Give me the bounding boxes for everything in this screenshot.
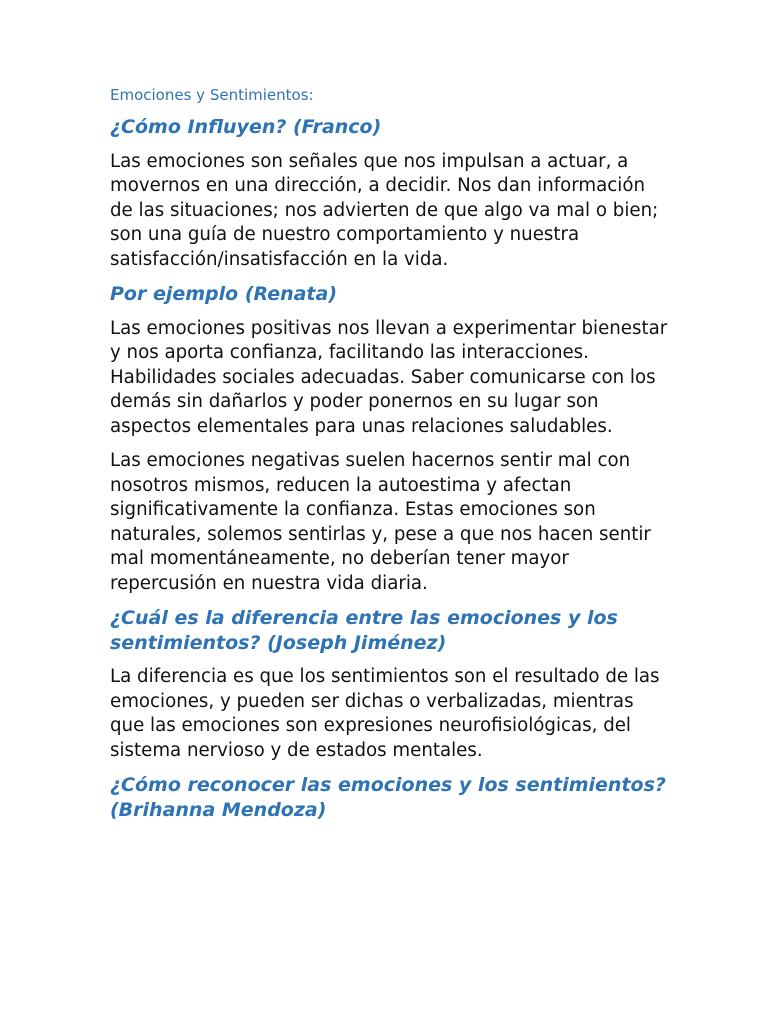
section-heading-diferencia: ¿Cuál es la diferencia entre las emociones y los sentimientos? (Joseph Jiménez) (110, 607, 618, 654)
paragraph-como-influyen: Las emociones son señales que nos impulsan a actuar, a movernos en una dirección, a decidir. Nos dan información de las situaciones; nos advierten de que algo va mal o bien; son una guía de nuestro comportamiento y nuestra satisfacción/insatisfacción en la vida. (110, 150, 659, 270)
paragraph-emociones-positivas: Las emociones positivas nos llevan a experimentar bienestar y nos aporta confianza, facilitando las interacciones. Habilidades sociales adecuadas. Saber comunicarse con los demás sin dañarlos y poder ponernos en su lugar son aspectos elementales para unas relaciones saludables. (110, 317, 668, 437)
document-title: Emociones y Sentimientos: (110, 86, 314, 104)
paragraph-emociones-negativas: Las emociones negativas suelen hacernos sentir mal con nosotros mismos, reducen la autoestima y afectan significativamente la confianza. Estas emociones son naturales, solemos sentirlas y, pese a que nos hacen sentir mal momentáneamente, no deberían tener mayor repercusión en nuestra vida diaria. (110, 450, 651, 594)
section-heading-como-reconocer: ¿Cómo reconocer las emociones y los sentimientos? (Brihanna Mendoza) (110, 774, 666, 821)
document-page (110, 84, 670, 832)
section-heading-por-ejemplo: Por ejemplo (Renata) (110, 283, 338, 305)
section-heading-como-influyen: ¿Cómo Influyen? (Franco) (110, 116, 382, 138)
paragraph-diferencia: La diferencia es que los sentimientos son el resultado de las emociones, y pueden ser dichas o verbalizadas, mientras que las emociones son expresiones neurofisiológicas, del sistema nervioso y de estados mentales. (110, 666, 660, 761)
